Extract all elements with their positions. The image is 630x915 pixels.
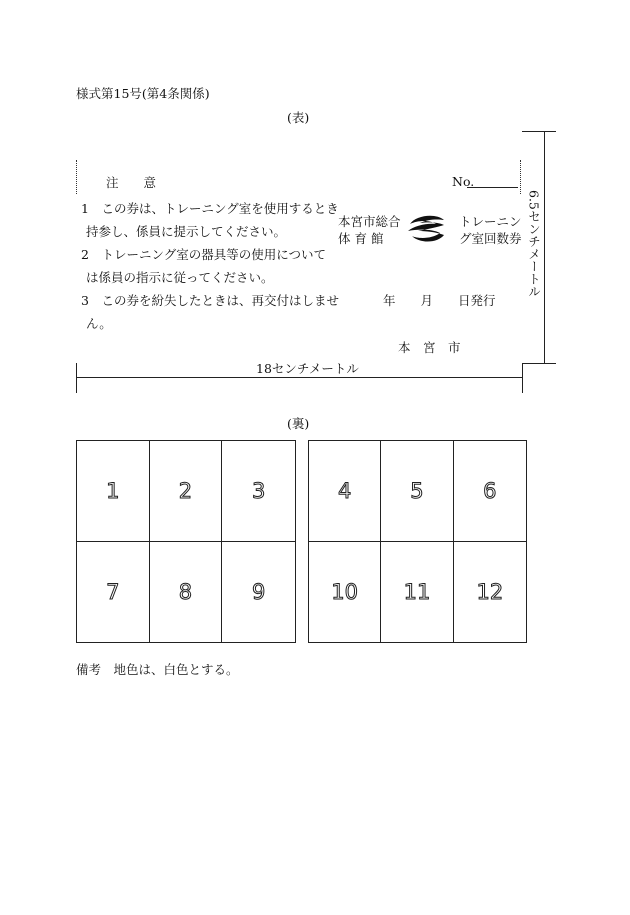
issuer: 本 宮 市 xyxy=(398,340,461,355)
stamp-cell-12: 12 xyxy=(476,579,504,604)
stamp-cell-5: 5 xyxy=(381,441,453,542)
remark: 備考 地色は、白色とする。 xyxy=(76,662,239,677)
note-3b: ん。 xyxy=(86,316,112,331)
back-label: (裏) xyxy=(287,416,310,431)
note-1a: 1 この券は、トレーニング室を使用するとき xyxy=(81,201,339,216)
note-2a: 2 トレーニング室の器具等の使用について xyxy=(81,247,326,262)
stamp-cell-3: 3 xyxy=(222,441,295,542)
ticket-line-1: トレーニン xyxy=(459,214,522,229)
stamp-cell-9: 9 xyxy=(251,579,266,604)
facility-line-2: 体 育 館 xyxy=(338,231,384,246)
number-label: No. xyxy=(452,174,475,189)
height-label: 6.5センチメートル xyxy=(526,190,542,298)
note-2b: は係員の指示に従ってください。 xyxy=(86,270,274,285)
stamp-cell-4: 4 xyxy=(309,441,381,542)
right-cut-line xyxy=(520,160,521,194)
note-1b: 持参し、係員に提示してください。 xyxy=(86,224,287,239)
number-underline xyxy=(467,187,518,188)
stamp-cell-8: 8 xyxy=(150,542,223,643)
notes-heading: 注 意 xyxy=(106,175,157,190)
stamp-cell-1: 1 xyxy=(77,441,150,542)
stamp-cell-11: 11 xyxy=(381,542,453,643)
facility-line-1: 本宮市総合 xyxy=(338,214,401,229)
note-3a: 3 この券を紛失したときは、再交付はしませ xyxy=(81,293,339,308)
back-grid-right xyxy=(308,440,527,643)
ticket-line-2: グ室回数券 xyxy=(459,231,522,246)
issue-date: 年 月 日発行 xyxy=(383,293,496,308)
form-title: 様式第15号(第4条関係) xyxy=(76,86,210,101)
back-grid-left xyxy=(76,440,296,643)
stamp-cell-7: 7 xyxy=(77,542,150,643)
stamp-cell-2: 2 xyxy=(150,441,223,542)
stamp-cell-10: 10 xyxy=(309,542,381,643)
stamp-cell-6: 6 xyxy=(454,441,526,542)
width-label: 18センチメートル xyxy=(250,363,365,376)
front-label: (表) xyxy=(287,110,310,125)
city-emblem-icon xyxy=(406,214,446,244)
left-cut-line xyxy=(76,160,77,194)
